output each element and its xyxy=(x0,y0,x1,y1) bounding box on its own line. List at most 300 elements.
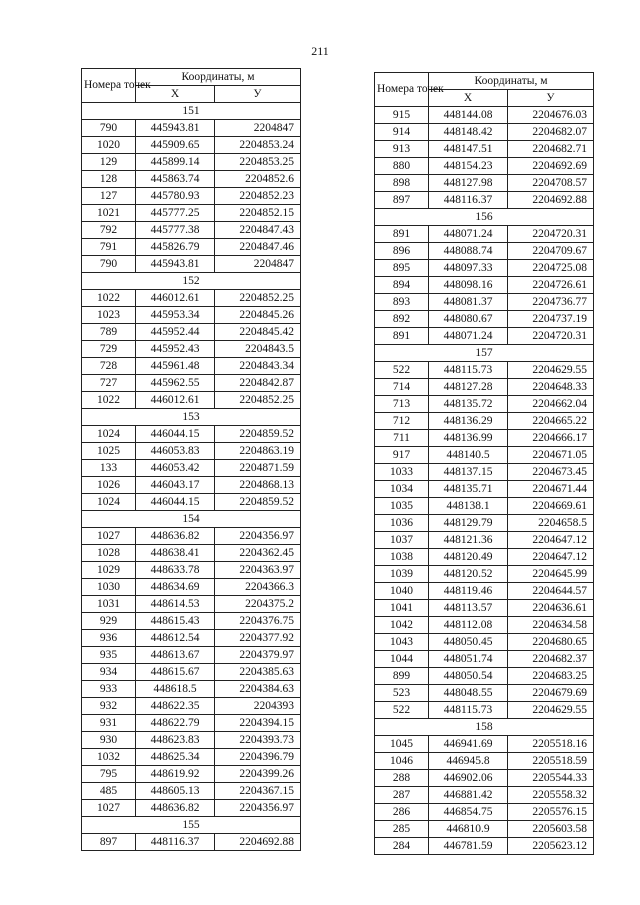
x-coordinate: 448120.49 xyxy=(429,549,508,566)
table-row xyxy=(82,834,301,851)
x-coordinate: 448636.82 xyxy=(136,800,215,817)
table-row xyxy=(375,770,594,787)
point-number: 287 xyxy=(375,787,429,804)
y-coordinate: 2204847 xyxy=(215,256,301,273)
table-row xyxy=(82,256,301,273)
group-header-row xyxy=(375,345,594,362)
table-row xyxy=(82,647,301,664)
point-number: 915 xyxy=(375,107,429,124)
table-row xyxy=(82,392,301,409)
x-coordinate: 448080.67 xyxy=(429,311,508,328)
y-coordinate: 2204634.58 xyxy=(508,617,594,634)
point-number: 523 xyxy=(375,685,429,702)
x-coordinate: 448115.73 xyxy=(429,362,508,379)
point-number: 899 xyxy=(375,668,429,685)
point-number: 1026 xyxy=(82,477,136,494)
y-coordinate: 2204673.45 xyxy=(508,464,594,481)
table-row xyxy=(375,498,594,515)
x-coordinate: 448097.33 xyxy=(429,260,508,277)
x-coordinate: 445909.65 xyxy=(136,137,215,154)
y-coordinate: 2205576.15 xyxy=(508,804,594,821)
x-coordinate: 448147.51 xyxy=(429,141,508,158)
y-coordinate: 2204399.26 xyxy=(215,766,301,783)
y-coordinate: 2204709.67 xyxy=(508,243,594,260)
table-row xyxy=(375,634,594,651)
point-number: 728 xyxy=(82,358,136,375)
x-coordinate: 448622.79 xyxy=(136,715,215,732)
point-number: 711 xyxy=(375,430,429,447)
x-coordinate: 446941.69 xyxy=(429,736,508,753)
point-number: 895 xyxy=(375,260,429,277)
table-row xyxy=(375,260,594,277)
x-coordinate: 448081.37 xyxy=(429,294,508,311)
table-row xyxy=(375,787,594,804)
y-coordinate: 2204676.03 xyxy=(508,107,594,124)
x-coordinate: 448050.45 xyxy=(429,634,508,651)
table-row xyxy=(82,800,301,817)
point-number: 712 xyxy=(375,413,429,430)
y-coordinate: 2204843.34 xyxy=(215,358,301,375)
x-coordinate: 445952.44 xyxy=(136,324,215,341)
point-number: 1035 xyxy=(375,498,429,515)
table-row xyxy=(375,328,594,345)
point-number: 522 xyxy=(375,702,429,719)
x-coordinate: 448071.24 xyxy=(429,328,508,345)
point-number: 930 xyxy=(82,732,136,749)
table-row xyxy=(82,341,301,358)
table-row xyxy=(375,821,594,838)
y-coordinate: 2204665.22 xyxy=(508,413,594,430)
table-row xyxy=(375,158,594,175)
group-header-row xyxy=(375,209,594,226)
x-coordinate: 445962.55 xyxy=(136,375,215,392)
x-coordinate: 448619.92 xyxy=(136,766,215,783)
table-row xyxy=(375,379,594,396)
point-number: 795 xyxy=(82,766,136,783)
y-coordinate: 2205518.16 xyxy=(508,736,594,753)
y-coordinate: 2204682.71 xyxy=(508,141,594,158)
point-number: 1032 xyxy=(82,749,136,766)
y-coordinate: 2204671.44 xyxy=(508,481,594,498)
x-coordinate: 448140.5 xyxy=(429,447,508,464)
y-coordinate: 2204708.57 xyxy=(508,175,594,192)
point-number: 892 xyxy=(375,311,429,328)
x-coordinate: 446902.06 xyxy=(429,770,508,787)
table-row xyxy=(375,515,594,532)
y-coordinate: 2204692.88 xyxy=(508,192,594,209)
x-coordinate: 446945.8 xyxy=(429,753,508,770)
table-row xyxy=(82,494,301,511)
x-coordinate: 445780.93 xyxy=(136,188,215,205)
y-coordinate: 2204859.52 xyxy=(215,494,301,511)
y-coordinate: 2204362.45 xyxy=(215,545,301,562)
table-row xyxy=(82,154,301,171)
x-coordinate: 446053.42 xyxy=(136,460,215,477)
point-number: 1024 xyxy=(82,494,136,511)
y-coordinate: 2204385.63 xyxy=(215,664,301,681)
y-coordinate: 2204367.15 xyxy=(215,783,301,800)
point-number: 894 xyxy=(375,277,429,294)
y-coordinate: 2204868.13 xyxy=(215,477,301,494)
y-coordinate: 2204725.08 xyxy=(508,260,594,277)
y-coordinate: 2204356.97 xyxy=(215,800,301,817)
table-row xyxy=(375,294,594,311)
table-row xyxy=(82,358,301,375)
point-number: 893 xyxy=(375,294,429,311)
x-coordinate: 448636.82 xyxy=(136,528,215,545)
y-coordinate: 2204842.87 xyxy=(215,375,301,392)
point-number: 127 xyxy=(82,188,136,205)
point-number: 914 xyxy=(375,124,429,141)
y-coordinate: 2204394.15 xyxy=(215,715,301,732)
y-coordinate: 2204662.04 xyxy=(508,396,594,413)
x-coordinate: 448120.52 xyxy=(429,566,508,583)
y-coordinate: 2204680.65 xyxy=(508,634,594,651)
x-coordinate: 446012.61 xyxy=(136,290,215,307)
y-coordinate: 2205518.59 xyxy=(508,753,594,770)
x-coordinate: 448154.23 xyxy=(429,158,508,175)
x-coordinate: 448613.67 xyxy=(136,647,215,664)
point-number: 522 xyxy=(375,362,429,379)
x-coordinate: 448116.37 xyxy=(136,834,215,851)
x-coordinate: 448618.5 xyxy=(136,681,215,698)
table-row xyxy=(375,464,594,481)
y-coordinate: 2204847.43 xyxy=(215,222,301,239)
group-header-row xyxy=(82,103,301,120)
y-coordinate: 2204636.61 xyxy=(508,600,594,617)
table-row xyxy=(375,736,594,753)
point-number: 933 xyxy=(82,681,136,698)
y-coordinate: 2204871.59 xyxy=(215,460,301,477)
y-coordinate: 2204379.97 xyxy=(215,647,301,664)
table-row xyxy=(82,545,301,562)
y-coordinate: 2204852.23 xyxy=(215,188,301,205)
table-row xyxy=(82,171,301,188)
y-coordinate: 2204376.75 xyxy=(215,613,301,630)
table-row xyxy=(82,732,301,749)
y-coordinate: 2204366.3 xyxy=(215,579,301,596)
point-number: 1041 xyxy=(375,600,429,617)
x-coordinate: 445961.48 xyxy=(136,358,215,375)
x-coordinate: 448633.78 xyxy=(136,562,215,579)
table-row xyxy=(82,715,301,732)
point-number: 288 xyxy=(375,770,429,787)
y-coordinate: 2204356.97 xyxy=(215,528,301,545)
y-coordinate: 2204852.25 xyxy=(215,290,301,307)
x-coordinate: 448144.08 xyxy=(429,107,508,124)
y-coordinate: 2204720.31 xyxy=(508,226,594,243)
table-row xyxy=(375,600,594,617)
x-coordinate: 446881.42 xyxy=(429,787,508,804)
table-row xyxy=(375,311,594,328)
point-number: 1028 xyxy=(82,545,136,562)
y-coordinate: 2204396.79 xyxy=(215,749,301,766)
contour-number: 154 xyxy=(82,511,301,528)
point-number: 1027 xyxy=(82,528,136,545)
y-coordinate: 2204682.07 xyxy=(508,124,594,141)
point-number: 1020 xyxy=(82,137,136,154)
point-number: 714 xyxy=(375,379,429,396)
y-coordinate: 2204647.12 xyxy=(508,532,594,549)
table-row xyxy=(82,664,301,681)
y-coordinate: 2204863.19 xyxy=(215,443,301,460)
y-coordinate: 2204682.37 xyxy=(508,651,594,668)
table-row xyxy=(375,226,594,243)
point-number: 929 xyxy=(82,613,136,630)
y-coordinate: 2204853.24 xyxy=(215,137,301,154)
point-number: 727 xyxy=(82,375,136,392)
y-coordinate: 2204393.73 xyxy=(215,732,301,749)
x-coordinate: 448634.69 xyxy=(136,579,215,596)
point-number: 1024 xyxy=(82,426,136,443)
table-row xyxy=(375,124,594,141)
point-number: 1025 xyxy=(82,443,136,460)
point-number: 286 xyxy=(375,804,429,821)
point-number: 1031 xyxy=(82,596,136,613)
x-coordinate: 448623.83 xyxy=(136,732,215,749)
point-number: 284 xyxy=(375,838,429,855)
table-row xyxy=(82,562,301,579)
table-row xyxy=(82,205,301,222)
x-coordinate: 448121.36 xyxy=(429,532,508,549)
table-row xyxy=(82,766,301,783)
point-number: 729 xyxy=(82,341,136,358)
table-row xyxy=(82,222,301,239)
contour-number: 152 xyxy=(82,273,301,290)
table-row xyxy=(375,277,594,294)
y-column-header: У xyxy=(508,90,594,107)
y-coordinate: 2204679.69 xyxy=(508,685,594,702)
point-number: 1027 xyxy=(82,800,136,817)
coordinates-header: Координаты, м xyxy=(136,69,301,86)
y-coordinate: 2204847.46 xyxy=(215,239,301,256)
x-coordinate: 448615.67 xyxy=(136,664,215,681)
group-header-row xyxy=(82,409,301,426)
x-coordinate: 448138.1 xyxy=(429,498,508,515)
table-row xyxy=(82,783,301,800)
contour-number: 151 xyxy=(82,103,301,120)
x-coordinate: 448135.72 xyxy=(429,396,508,413)
y-coordinate: 2204852.6 xyxy=(215,171,301,188)
x-coordinate: 445943.81 xyxy=(136,256,215,273)
table-row xyxy=(82,137,301,154)
y-coordinate: 2204671.05 xyxy=(508,447,594,464)
point-number: 1045 xyxy=(375,736,429,753)
point-number: 1023 xyxy=(82,307,136,324)
point-number: 932 xyxy=(82,698,136,715)
y-coordinate: 2204669.61 xyxy=(508,498,594,515)
y-coordinate: 2204852.15 xyxy=(215,205,301,222)
x-coordinate: 448148.42 xyxy=(429,124,508,141)
x-coordinate: 448112.08 xyxy=(429,617,508,634)
points-header: Номера точек xyxy=(375,73,429,107)
x-coordinate: 448098.16 xyxy=(429,277,508,294)
x-coordinate: 445943.81 xyxy=(136,120,215,137)
table-row xyxy=(82,443,301,460)
point-number: 897 xyxy=(375,192,429,209)
table-header-row xyxy=(82,69,301,86)
y-coordinate: 2204645.99 xyxy=(508,566,594,583)
x-coordinate: 448137.15 xyxy=(429,464,508,481)
point-number: 1037 xyxy=(375,532,429,549)
table-row xyxy=(82,324,301,341)
point-number: 713 xyxy=(375,396,429,413)
table-row xyxy=(82,630,301,647)
table-row xyxy=(82,579,301,596)
y-coordinate: 2204683.25 xyxy=(508,668,594,685)
x-column-header: X xyxy=(429,90,508,107)
y-coordinate: 2204384.63 xyxy=(215,681,301,698)
point-number: 791 xyxy=(82,239,136,256)
point-number: 485 xyxy=(82,783,136,800)
y-coordinate: 2204666.17 xyxy=(508,430,594,447)
x-coordinate: 445777.25 xyxy=(136,205,215,222)
y-coordinate: 2205558.32 xyxy=(508,787,594,804)
table-row xyxy=(375,549,594,566)
table-row xyxy=(375,804,594,821)
y-column-header: У xyxy=(215,86,301,103)
x-coordinate: 448605.13 xyxy=(136,783,215,800)
group-header-row xyxy=(82,273,301,290)
table-row xyxy=(375,362,594,379)
table-row xyxy=(375,532,594,549)
coordinates-table-right xyxy=(374,72,594,855)
table-row xyxy=(82,290,301,307)
y-coordinate: 2204859.52 xyxy=(215,426,301,443)
table-row xyxy=(375,413,594,430)
point-number: 1044 xyxy=(375,651,429,668)
point-number: 790 xyxy=(82,256,136,273)
contour-number: 157 xyxy=(375,345,594,362)
point-number: 896 xyxy=(375,243,429,260)
point-number: 1021 xyxy=(82,205,136,222)
point-number: 1042 xyxy=(375,617,429,634)
point-number: 790 xyxy=(82,120,136,137)
table-row xyxy=(82,426,301,443)
table-row xyxy=(375,566,594,583)
y-coordinate: 2204375.2 xyxy=(215,596,301,613)
y-coordinate: 2205623.12 xyxy=(508,838,594,855)
table-row xyxy=(375,107,594,124)
table-row xyxy=(375,702,594,719)
table-row xyxy=(82,307,301,324)
x-coordinate: 448050.54 xyxy=(429,668,508,685)
point-number: 897 xyxy=(82,834,136,851)
x-coordinate: 448116.37 xyxy=(429,192,508,209)
x-coordinate: 446044.15 xyxy=(136,494,215,511)
table-row xyxy=(82,239,301,256)
x-coordinate: 446043.17 xyxy=(136,477,215,494)
point-number: 1034 xyxy=(375,481,429,498)
x-coordinate: 448071.24 xyxy=(429,226,508,243)
table-row xyxy=(375,447,594,464)
contour-number: 158 xyxy=(375,719,594,736)
x-coordinate: 448127.98 xyxy=(429,175,508,192)
table-row xyxy=(375,430,594,447)
table-row xyxy=(82,375,301,392)
x-coordinate: 445952.43 xyxy=(136,341,215,358)
point-number: 935 xyxy=(82,647,136,664)
table-row xyxy=(375,243,594,260)
x-coordinate: 445777.38 xyxy=(136,222,215,239)
x-column-header: X xyxy=(136,86,215,103)
y-coordinate: 2204658.5 xyxy=(508,515,594,532)
point-number: 880 xyxy=(375,158,429,175)
y-coordinate: 2204726.61 xyxy=(508,277,594,294)
point-number: 1022 xyxy=(82,290,136,307)
point-number: 1038 xyxy=(375,549,429,566)
y-coordinate: 2204647.12 xyxy=(508,549,594,566)
point-number: 891 xyxy=(375,226,429,243)
point-number: 789 xyxy=(82,324,136,341)
table-row xyxy=(82,188,301,205)
page-number: 211 xyxy=(311,44,329,58)
x-coordinate: 448113.57 xyxy=(429,600,508,617)
x-coordinate: 446781.59 xyxy=(429,838,508,855)
y-coordinate: 2204852.25 xyxy=(215,392,301,409)
table-row xyxy=(375,685,594,702)
point-number: 792 xyxy=(82,222,136,239)
x-coordinate: 448622.35 xyxy=(136,698,215,715)
point-number: 1033 xyxy=(375,464,429,481)
point-number: 1043 xyxy=(375,634,429,651)
x-coordinate: 448625.34 xyxy=(136,749,215,766)
x-coordinate: 445863.74 xyxy=(136,171,215,188)
x-coordinate: 448051.74 xyxy=(429,651,508,668)
table-row xyxy=(375,396,594,413)
x-coordinate: 448129.79 xyxy=(429,515,508,532)
table-row xyxy=(82,460,301,477)
x-coordinate: 446044.15 xyxy=(136,426,215,443)
table-row xyxy=(82,528,301,545)
point-number: 128 xyxy=(82,171,136,188)
x-coordinate: 445953.34 xyxy=(136,307,215,324)
table-row xyxy=(82,613,301,630)
table-row xyxy=(82,477,301,494)
point-number: 1040 xyxy=(375,583,429,600)
contour-number: 155 xyxy=(82,817,301,834)
point-number: 936 xyxy=(82,630,136,647)
x-coordinate: 448127.28 xyxy=(429,379,508,396)
table-row xyxy=(82,681,301,698)
point-number: 133 xyxy=(82,460,136,477)
group-header-row xyxy=(82,817,301,834)
y-coordinate: 2204843.5 xyxy=(215,341,301,358)
table-row xyxy=(375,651,594,668)
y-coordinate: 2204853.25 xyxy=(215,154,301,171)
point-number: 285 xyxy=(375,821,429,838)
x-coordinate: 445899.14 xyxy=(136,154,215,171)
y-coordinate: 2204629.55 xyxy=(508,702,594,719)
x-coordinate: 448119.46 xyxy=(429,583,508,600)
table-row xyxy=(375,668,594,685)
table-row xyxy=(375,583,594,600)
point-number: 891 xyxy=(375,328,429,345)
y-coordinate: 2204629.55 xyxy=(508,362,594,379)
contour-number: 156 xyxy=(375,209,594,226)
point-number: 1039 xyxy=(375,566,429,583)
table-header-row xyxy=(375,73,594,90)
table-row xyxy=(375,481,594,498)
table-row xyxy=(375,141,594,158)
y-coordinate: 2205544.33 xyxy=(508,770,594,787)
coordinates-table-left xyxy=(81,68,301,851)
table-row xyxy=(375,192,594,209)
x-coordinate: 448615.43 xyxy=(136,613,215,630)
table-row xyxy=(82,698,301,715)
group-header-row xyxy=(375,719,594,736)
points-header: Номера точек xyxy=(82,69,136,103)
